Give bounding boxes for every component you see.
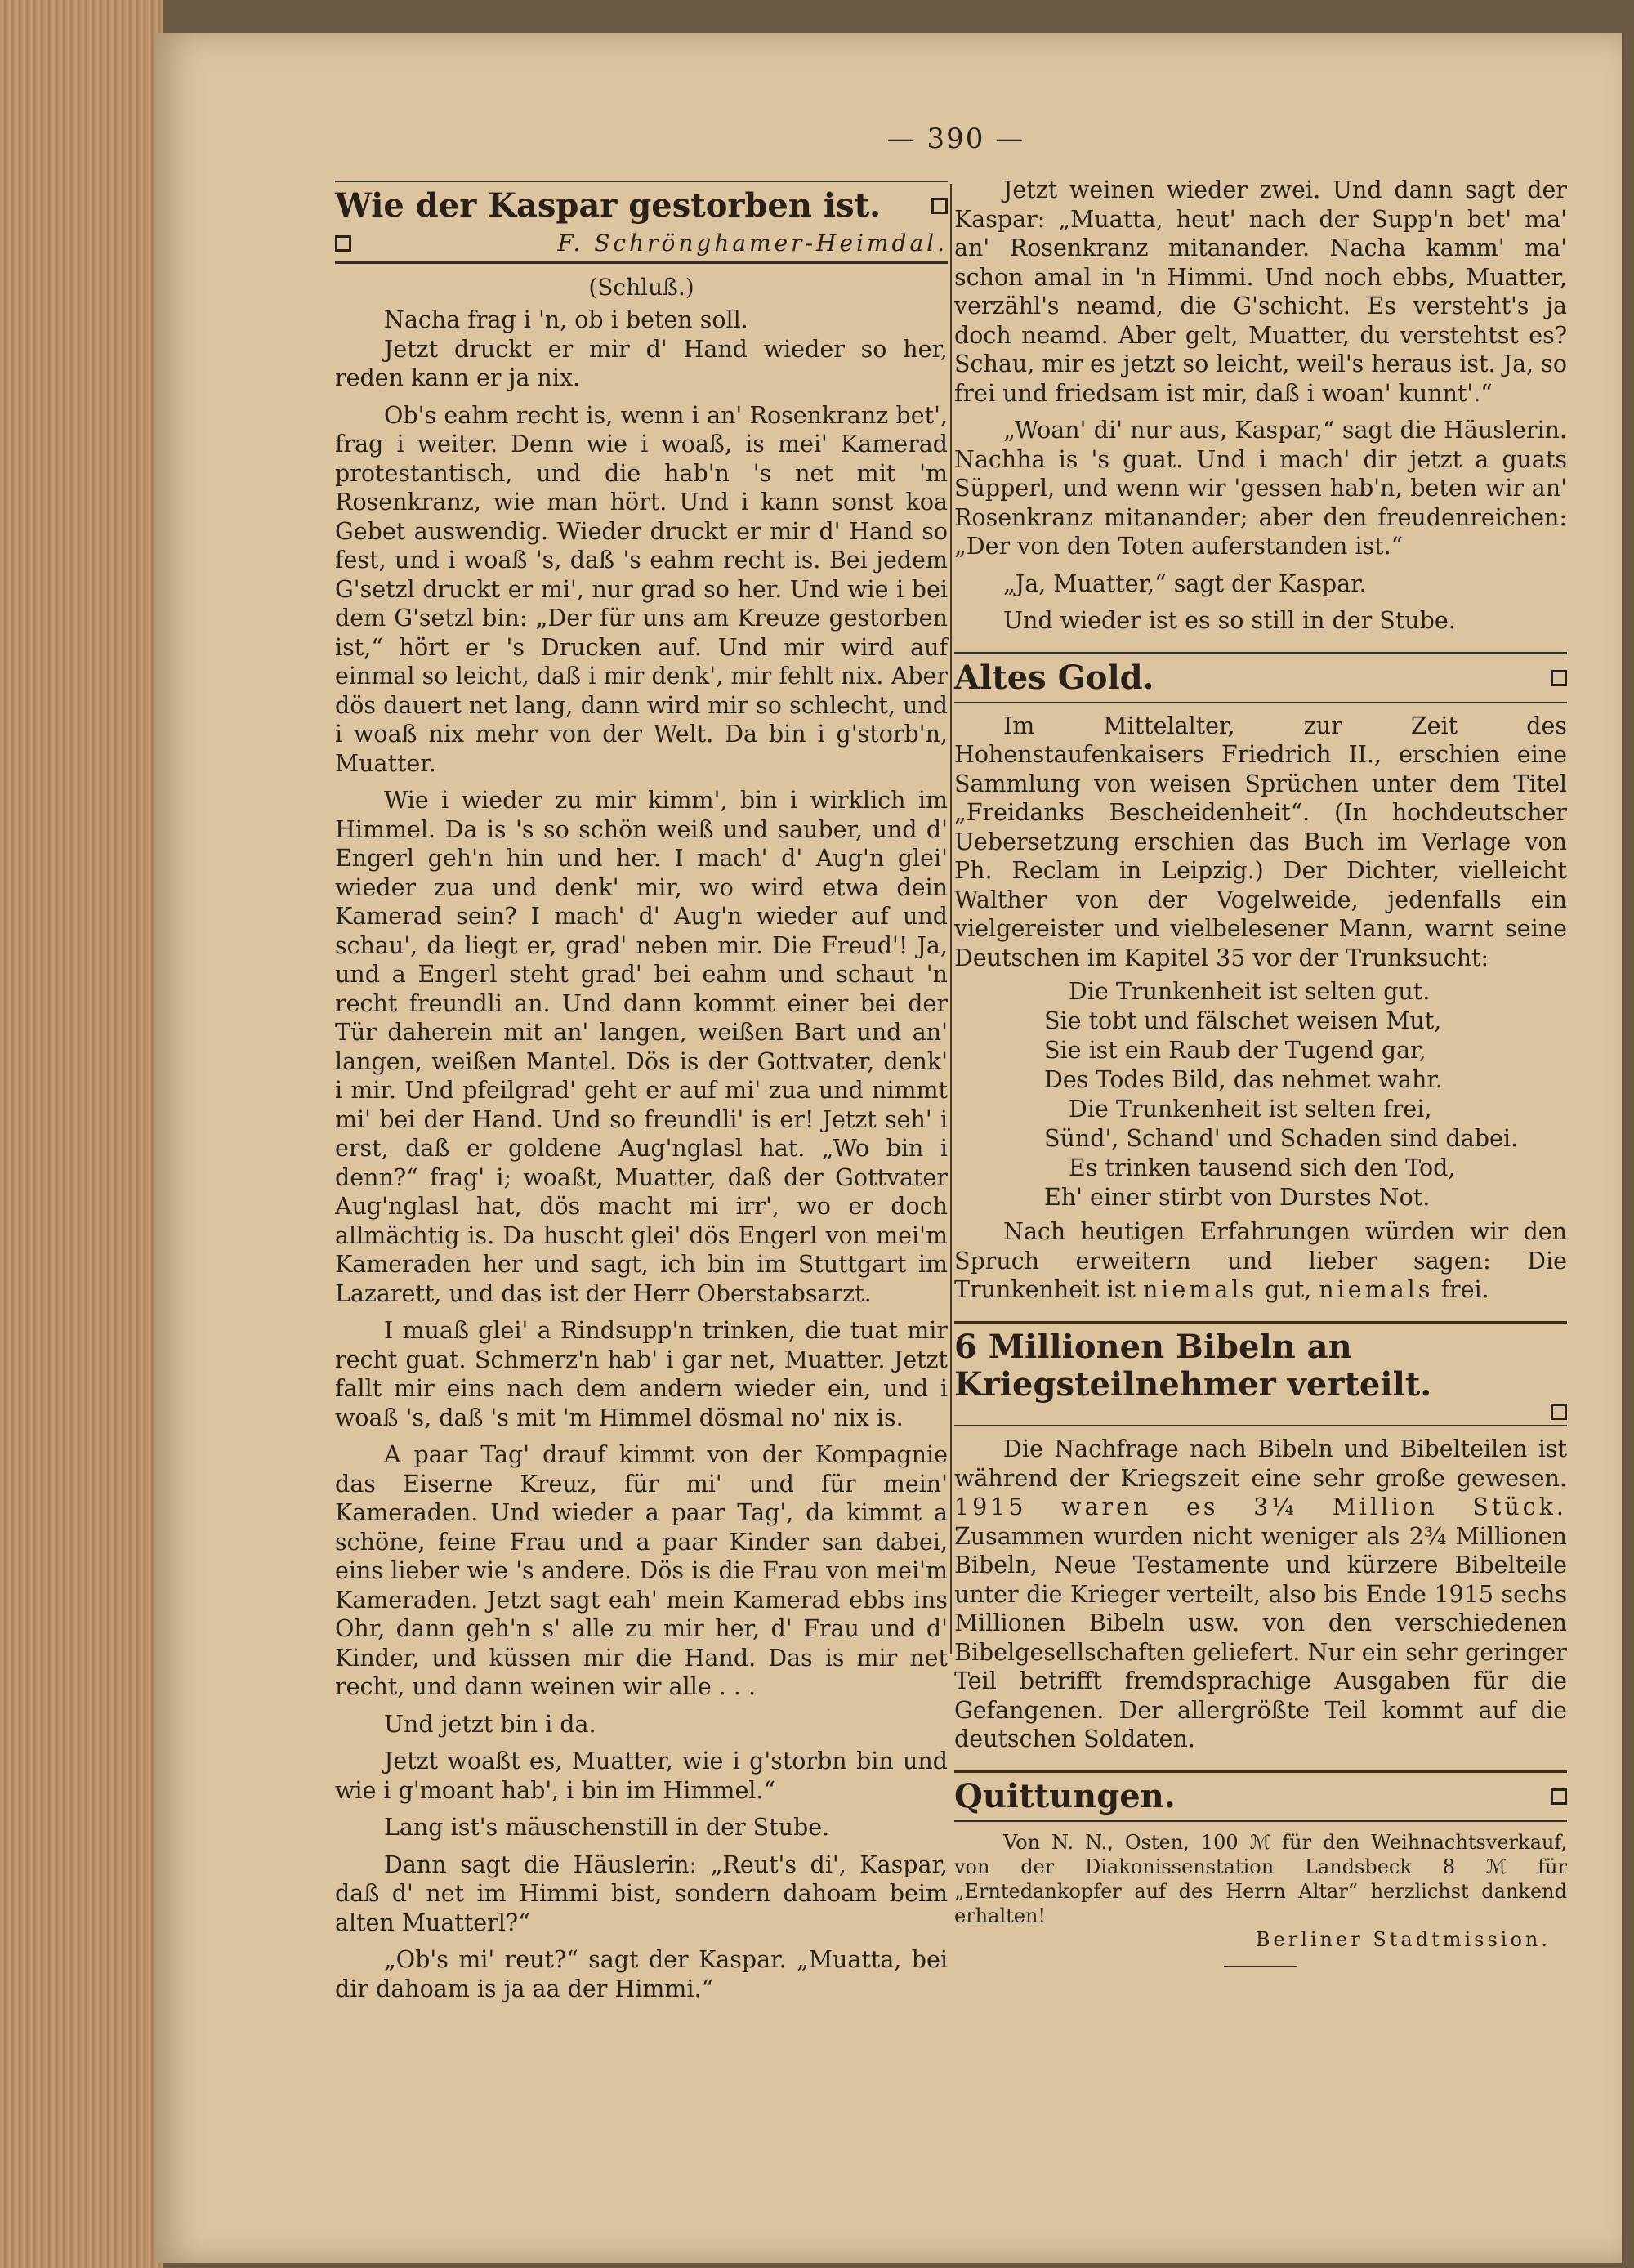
emphasis: niemals xyxy=(1142,1276,1258,1303)
paragraph: Nacha frag i 'n, ob i beten soll. xyxy=(384,306,748,333)
poem-line: Es trinken tausend sich den Tod, xyxy=(1069,1154,1456,1181)
article4-title: Quittungen. xyxy=(954,1776,1176,1815)
paragraph: I muaß glei' a Rindsupp'n trinken, die tuat mir recht guat. Schmerz'n hab' i gar net, Muatter. Jetzt fallt mir eins nach dem andern wieder ein, und i woaß 's, daß 's mit 'm Himmel dösmal no' nix is. xyxy=(335,1317,948,1431)
paragraph: Lang ist's mäuschenstill in der Stube. xyxy=(384,1814,830,1841)
article1-note: (Schluß.) xyxy=(588,274,694,301)
text-run: Zusammen wurden nicht weniger als 2¾ Millionen Bibeln, Neue Testamente und kürzere Bibelteile unter die Krieger verteilt, also bis Ende 1915 sechs Millionen Bibeln usw. von den verschiedenen Bibelgesellschaften geliefert. Nur ein sehr geringer Teil betrifft fremdsprachige Ausgaben für die Gefangenen. Der allergrößte Teil kommt auf die deutschen Soldaten. xyxy=(954,1522,1567,1752)
article4-title-row xyxy=(954,1778,1567,1815)
section-rule xyxy=(954,1770,1567,1773)
article1-title-row xyxy=(335,187,948,225)
end-rule xyxy=(1224,1966,1297,1967)
poem-line: Sie ist ein Raub der Tugend gar, xyxy=(1044,1037,1426,1064)
emphasis: niemals xyxy=(1319,1276,1434,1303)
paragraph: Und jetzt bin i da. xyxy=(384,1710,596,1738)
section-rule xyxy=(954,1321,1567,1324)
paragraph: Ob's eahm recht is, wenn i an' Rosenkranz bet', frag i weiter. Denn wie i woaß, is mei' Kamerad protestantisch, und die hab'n 's net mit 'm Rosenkranz, wie man hört. Und i kann sonst koa Gebet auswendig. Wieder druckt er mir d' Hand so fest, und i woaß 's, daß 's eahm recht is. Bei jedem G'setzl druckt er mi', nur grad so her. Und wie i bei dem G'setzl bin: „Der für uns am Kreuze gestorben ist,“ hört er 's Drucken auf. Und mir wird auf einmal so leicht, daß i mir denk', mir fehlt nix. Aber dös dauert net lang, dann wird mir so schlecht, und i woaß nix mehr von der Welt. Da bin i g'storb'n, Muatter. xyxy=(335,401,948,777)
paragraph xyxy=(954,1217,1567,1305)
book-page-edges xyxy=(0,0,163,2268)
title-rule xyxy=(954,1820,1567,1822)
article1-title: Wie der Kaspar gestorben ist. xyxy=(335,186,882,225)
article3-ornament-row xyxy=(954,1404,1567,1421)
article2-title: Altes Gold. xyxy=(954,658,1154,697)
article1-author: F. Schrönghamer-Heimdal. xyxy=(557,230,948,257)
paragraph: Jetzt woaßt es, Muatter, wie i g'storbn bin und wie i g'moant hab', i bin im Himmel.“ xyxy=(335,1748,948,1804)
poem-line: Sünd', Schand' und Schaden sind dabei. xyxy=(1044,1125,1519,1152)
square-ornament-icon xyxy=(1551,1788,1567,1805)
square-ornament-icon xyxy=(1551,1404,1567,1420)
article3 xyxy=(954,1321,1567,1754)
poem-line: Sie tobt und fälschet weisen Mut, xyxy=(1044,1007,1442,1034)
article4-signature: Berliner Stadtmission. xyxy=(1255,1927,1551,1951)
paragraph: A paar Tag' drauf kimmt von der Kompagnie das Eiserne Kreuz, für mi' und für mein' Kameraden. Und wieder a paar Tag', da kimmt a schöne, feine Frau und a paar Kinder san dabei, eins lieber wie 's andere. Dös is die Frau von mei'm Kameraden. Jetzt sagt eah' mein Kamerad ebbs ins Ohr, dann geh'n s' alle zu mir her, d' Frau und d' Kinder, und küssen mir die Hand. Das is mir net recht, und dann weinen wir alle . . . xyxy=(335,1441,948,1700)
text-run: Nach heutigen Erfahrungen würden wir den Spruch erweitern und lieber sagen: Die Trunkenheit ist xyxy=(954,1218,1567,1303)
poem-line: Des Todes Bild, das nehmet wahr. xyxy=(1044,1066,1443,1093)
text-run: Die Nachfrage nach Bibeln und Bibelteilen ist während der Kriegszeit eine sehr große gewesen. xyxy=(954,1435,1567,1492)
text-run: frei. xyxy=(1440,1276,1489,1303)
article4 xyxy=(954,1770,1567,1967)
paragraph: Jetzt druckt er mir d' Hand wieder so her, reden kann er ja nix. xyxy=(335,335,948,391)
page-number: — 390 — xyxy=(886,123,1025,155)
right-column xyxy=(954,176,1567,1967)
article1-byline xyxy=(335,230,948,257)
poem xyxy=(1044,977,1567,1212)
title-rule xyxy=(954,1425,1567,1426)
paragraph: „Woan' di' nur aus, Kaspar,“ sagt die Häuslerin. Nachha is 's guat. Und i mach' dir jetzt a guats Süpperl, und wenn wir 'gessen hab'n, beten wir an' Rosenkranz mitanander; aber den freudenreichen: „Der von den Toten auferstanden ist.“ xyxy=(954,417,1567,560)
article2-title-row xyxy=(954,659,1567,697)
text-run: gut, xyxy=(1265,1276,1312,1303)
column-divider xyxy=(950,184,952,1654)
paragraph xyxy=(954,1435,1567,1754)
article2 xyxy=(954,652,1567,1305)
paragraph: Im Mittelalter, zur Zeit des Hohenstaufenkaisers Friedrich II., erschien eine Sammlung von weisen Sprüchen unter dem Titel „Freidanks Bescheidenheit“. (In hochdeutscher Uebersetzung erschien das Buch im Verlage von Ph. Reclam in Leipzig.) Der Dichter, vielleicht Walther von der Vogelweide, jedenfalls ein vielgereister und vielbelesener Mann, warnt seine Deutschen im Kapitel 35 vor der Trunksucht: xyxy=(954,712,1567,971)
square-ornament-icon xyxy=(931,198,948,214)
top-rule xyxy=(335,181,948,182)
paragraph: Von N. N., Osten, 100 ℳ für den Weihnachtsverkauf, von der Diakonissenstation Landsbeck 8 ℳ für „Erntedankopfer auf des Herrn Altar“ herzlichst dankend erhalten! xyxy=(954,1830,1567,1927)
square-ornament-icon xyxy=(335,235,351,252)
paragraph: „Ob's mi' reut?“ sagt der Kaspar. „Muatta, bei dir dahoam is ja aa der Himmi.“ xyxy=(335,1946,948,2002)
square-ornament-icon xyxy=(1551,670,1567,686)
poem-line: Die Trunkenheit ist selten frei, xyxy=(1069,1096,1432,1123)
title-rule xyxy=(954,702,1567,703)
poem-line: Eh' einer stirbt von Durstes Not. xyxy=(1044,1184,1431,1211)
section-rule xyxy=(954,652,1567,654)
paragraph: Dann sagt die Häuslerin: „Reut's di', Kaspar, daß d' net im Himmi bist, sondern dahoam beim alten Muatterl?“ xyxy=(335,1851,948,1936)
article3-title: 6 Millionen Bibeln an Kriegsteilnehmer verteilt. xyxy=(954,1327,1432,1404)
paragraph: Wie i wieder zu mir kimm', bin i wirklich im Himmel. Da is 's so schön weiß und sauber, und d' Engerl geh'n hin und her. I mach' d' Aug'n glei' wieder zua und denk' mir, wo wird etwa dein Kamerad sein? I mach' d' Aug'n wieder auf und schau', da liegt er, grad' neben mir. Die Freud'! Ja, und a Engerl steht grad' bei eahm und schaut 'n recht freundli an. Und dann kommt einer bei der Tür daherein mit an' langen, weißen Bart und an' langen, weißen Mantel. Dös is der Gottvater, denk' i mir. Und pfeilgrad' geht er auf mi' zua und nimmt mi' bei der Hand. Und so freundli' is er! Jetzt seh' i erst, daß er goldene Aug'nglasl hat. „Wo bin i denn?“ frag' i; woaßt, Muatter, daß der Gottvater Aug'nglasl hat, dös macht mi irr', wo er doch allmächtig is. Da huscht glei' dös Engerl von mei'm Kameraden her und sagt, ich bin im Stuttgart im Lazarett, und das ist der Herr Oberstabsarzt. xyxy=(335,787,948,1307)
left-column xyxy=(335,176,948,2003)
title-rule xyxy=(335,261,948,264)
emphasis: 1915 waren es 3¼ Million Stück. xyxy=(954,1493,1567,1520)
poem-line: Die Trunkenheit ist selten gut. xyxy=(1069,978,1431,1005)
paragraph: Jetzt weinen wieder zwei. Und dann sagt der Kaspar: „Muatta, heut' nach der Supp'n bet' ma' an' Rosenkranz mitanander. Nacha kamm' ma' schon amal in 'n Himmi. Und noch ebbs, Muatter, verzähl's neamd, die G'schicht. Es versteht's ja doch neamd. Aber gelt, Muatter, du verstehtst es? Schau, mir es jetzt so leicht, weil's heraus ist. Ja, so frei und friedsam ist mir, daß i woan' kunnt'.“ xyxy=(954,176,1567,407)
paragraph: „Ja, Muatter,“ sagt der Kaspar. xyxy=(1003,569,1367,597)
paragraph: Und wieder ist es so still in der Stube. xyxy=(1003,607,1456,634)
